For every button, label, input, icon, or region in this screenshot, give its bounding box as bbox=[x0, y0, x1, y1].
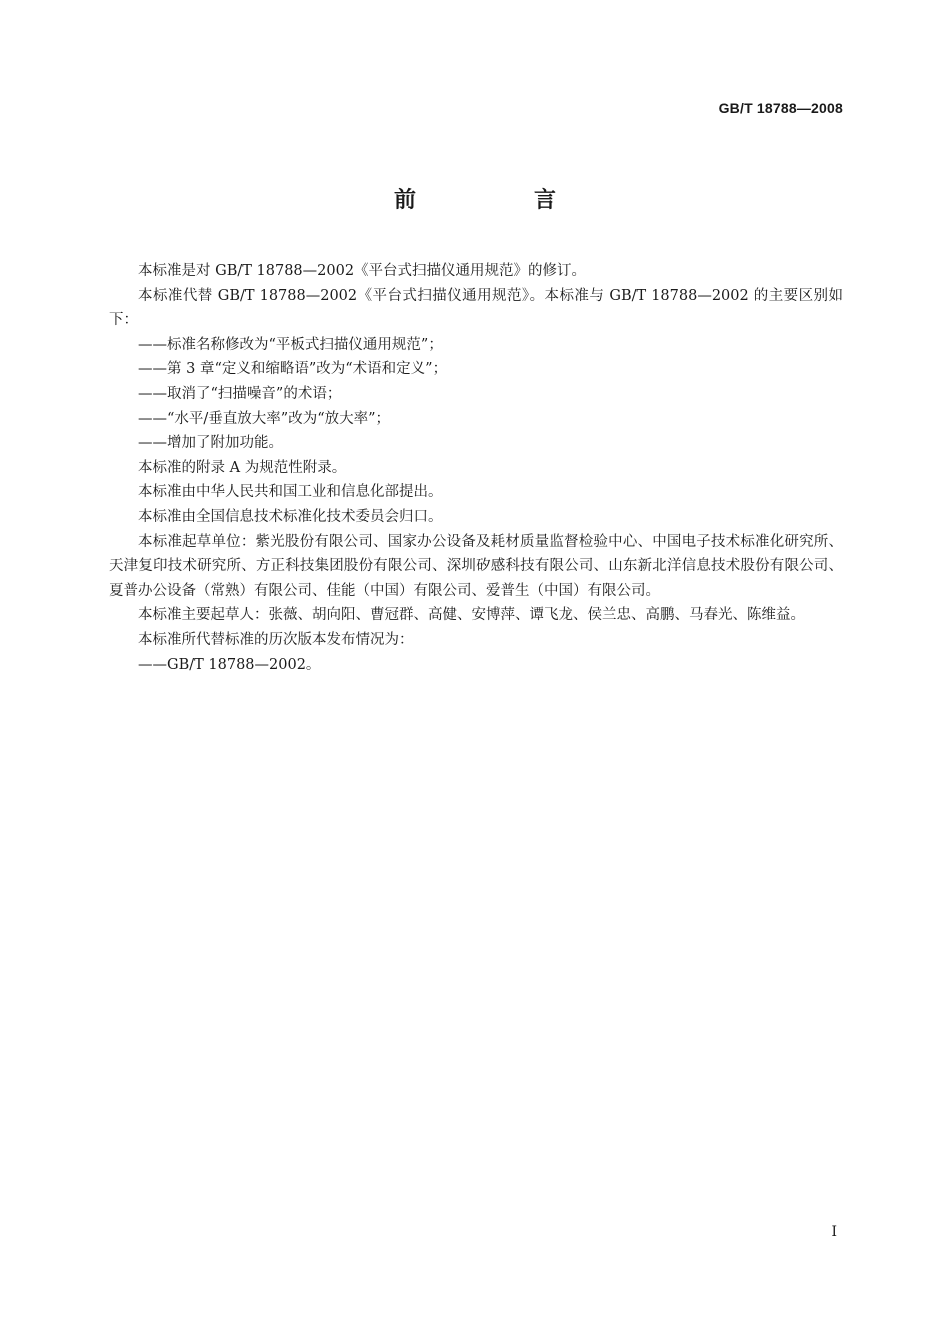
paragraph-proposer: 本标准由中华人民共和国工业和信息化部提出。 bbox=[138, 484, 443, 501]
change-item-chapter3: ——第 3 章“定义和缩略语”改为“术语和定义”； bbox=[138, 361, 448, 378]
change-item-additional-functions: ——增加了附加功能。 bbox=[138, 435, 283, 452]
paragraph-drafting-units: 本标准起草单位：紫光股份有限公司、国家办公设备及耗材质量监督检验中心、中国电子技术标准化研究所、天津复印技术研究所、方正科技集团股份有限公司、深圳矽感科技有限公司、山东新北洋信息技术股份有限公司、夏普办公设备（常熟）有限公司、佳能（中国）有限公司、爱普生（中国）有限公司。 bbox=[109, 533, 843, 599]
standard-code: GB/T 18788—2008 bbox=[718, 100, 843, 116]
change-item-magnification: ——“水平/垂直放大率”改为“放大率”； bbox=[138, 410, 391, 427]
paragraph-history-intro: 本标准所代替标准的历次版本发布情况为： bbox=[138, 631, 414, 648]
history-item: ——GB/T 18788—2002。 bbox=[138, 656, 321, 673]
page-number: I bbox=[831, 1224, 837, 1240]
paragraph-revision-note: 本标准是对 GB/T 18788—2002《平台式扫描仪通用规范》的修订。 bbox=[138, 263, 587, 279]
paragraph-committee: 本标准由全国信息技术标准化技术委员会归口。 bbox=[138, 508, 443, 525]
page-title: 前 言 bbox=[393, 188, 604, 213]
change-item-name: ——标准名称修改为“平板式扫描仪通用规范”； bbox=[138, 336, 443, 353]
preface-body bbox=[109, 259, 843, 677]
paragraph-drafters: 本标准主要起草人：张薇、胡向阳、曹冠群、高健、安博萍、谭飞龙、侯兰忠、高鹏、马春光、陈维益。 bbox=[138, 607, 805, 624]
paragraph-replacement-note: 本标准代替 GB/T 18788—2002《平台式扫描仪通用规范》。本标准与 GB/T 18788—2002 的主要区别如下： bbox=[109, 287, 843, 329]
paragraph-annex: 本标准的附录 A 为规范性附录。 bbox=[138, 459, 347, 476]
change-item-noise-term: ——取消了“扫描噪音”的术语； bbox=[138, 385, 342, 402]
